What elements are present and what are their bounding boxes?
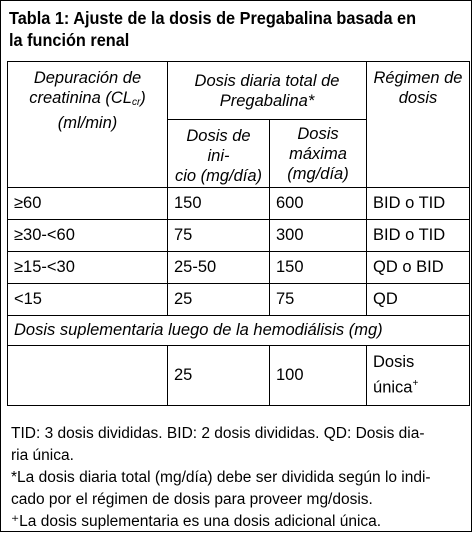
table-title: Tabla 1: Ajuste de la dosis de Pregabalina basada en la función renal [9, 8, 417, 50]
footnote-asterisk: *La dosis diaria total (mg/día) debe ser dividida según lo indi- cado por el régimen de dosis para proveer mg/dosis. [11, 469, 431, 508]
supplement-row [8, 346, 470, 406]
cell-maxima: 75 [270, 284, 367, 316]
table-row [8, 220, 470, 252]
cell-inicio: 150 [168, 188, 270, 220]
cell-clcr: <15 [8, 284, 168, 316]
footnote-abbrev: TID: 3 dosis divididas. BID: 2 dosis divididas. QD: Dosis dia- ria única. [11, 425, 425, 464]
cell-clcr: ≥30-<60 [8, 220, 168, 252]
supplement-label: Dosis suplementaria luego de la hemodiálisis (mg) [8, 316, 470, 346]
cell-maxima: 600 [270, 188, 367, 220]
cell-clcr: ≥60 [8, 188, 168, 220]
cell-maxima: 100 [270, 346, 367, 406]
header-dosis-maxima: Dosis máxima (mg/día) [270, 120, 367, 188]
cell-empty [8, 346, 168, 406]
header-depuracion: Depuración de creatinina $(CL_{cr})$ (ml/min) [8, 62, 168, 188]
cell-maxima: 300 [270, 220, 367, 252]
cell-regimen: QD [367, 284, 470, 316]
table-row [8, 188, 470, 220]
supplement-header-row [8, 316, 470, 346]
cell-regimen: BID o TID [367, 188, 470, 220]
cell-inicio: 25 [168, 346, 270, 406]
footnote-plus: ⁺La dosis suplementaria es una dosis adicional única. [11, 513, 382, 530]
cell-clcr: ≥15-<30 [8, 252, 168, 284]
header-dosis-total: Dosis diaria total de Pregabalina* [168, 62, 367, 120]
cell-inicio: 25 [168, 284, 270, 316]
header-row-1 [8, 62, 470, 120]
table-row [8, 284, 470, 316]
footnotes [11, 423, 463, 533]
cell-maxima: 150 [270, 252, 367, 284]
dosage-table [7, 61, 470, 406]
cell-regimen: BID o TID [367, 220, 470, 252]
header-dosis-inicio: Dosis de ini- cio (mg/día) [168, 120, 270, 188]
cell-inicio: 75 [168, 220, 270, 252]
cell-inicio: 25-50 [168, 252, 270, 284]
table-row [8, 252, 470, 284]
cell-regimen: Dosis única+ [367, 346, 470, 406]
header-regimen: Régimen de dosis [367, 62, 470, 188]
cell-regimen: QD o BID [367, 252, 470, 284]
